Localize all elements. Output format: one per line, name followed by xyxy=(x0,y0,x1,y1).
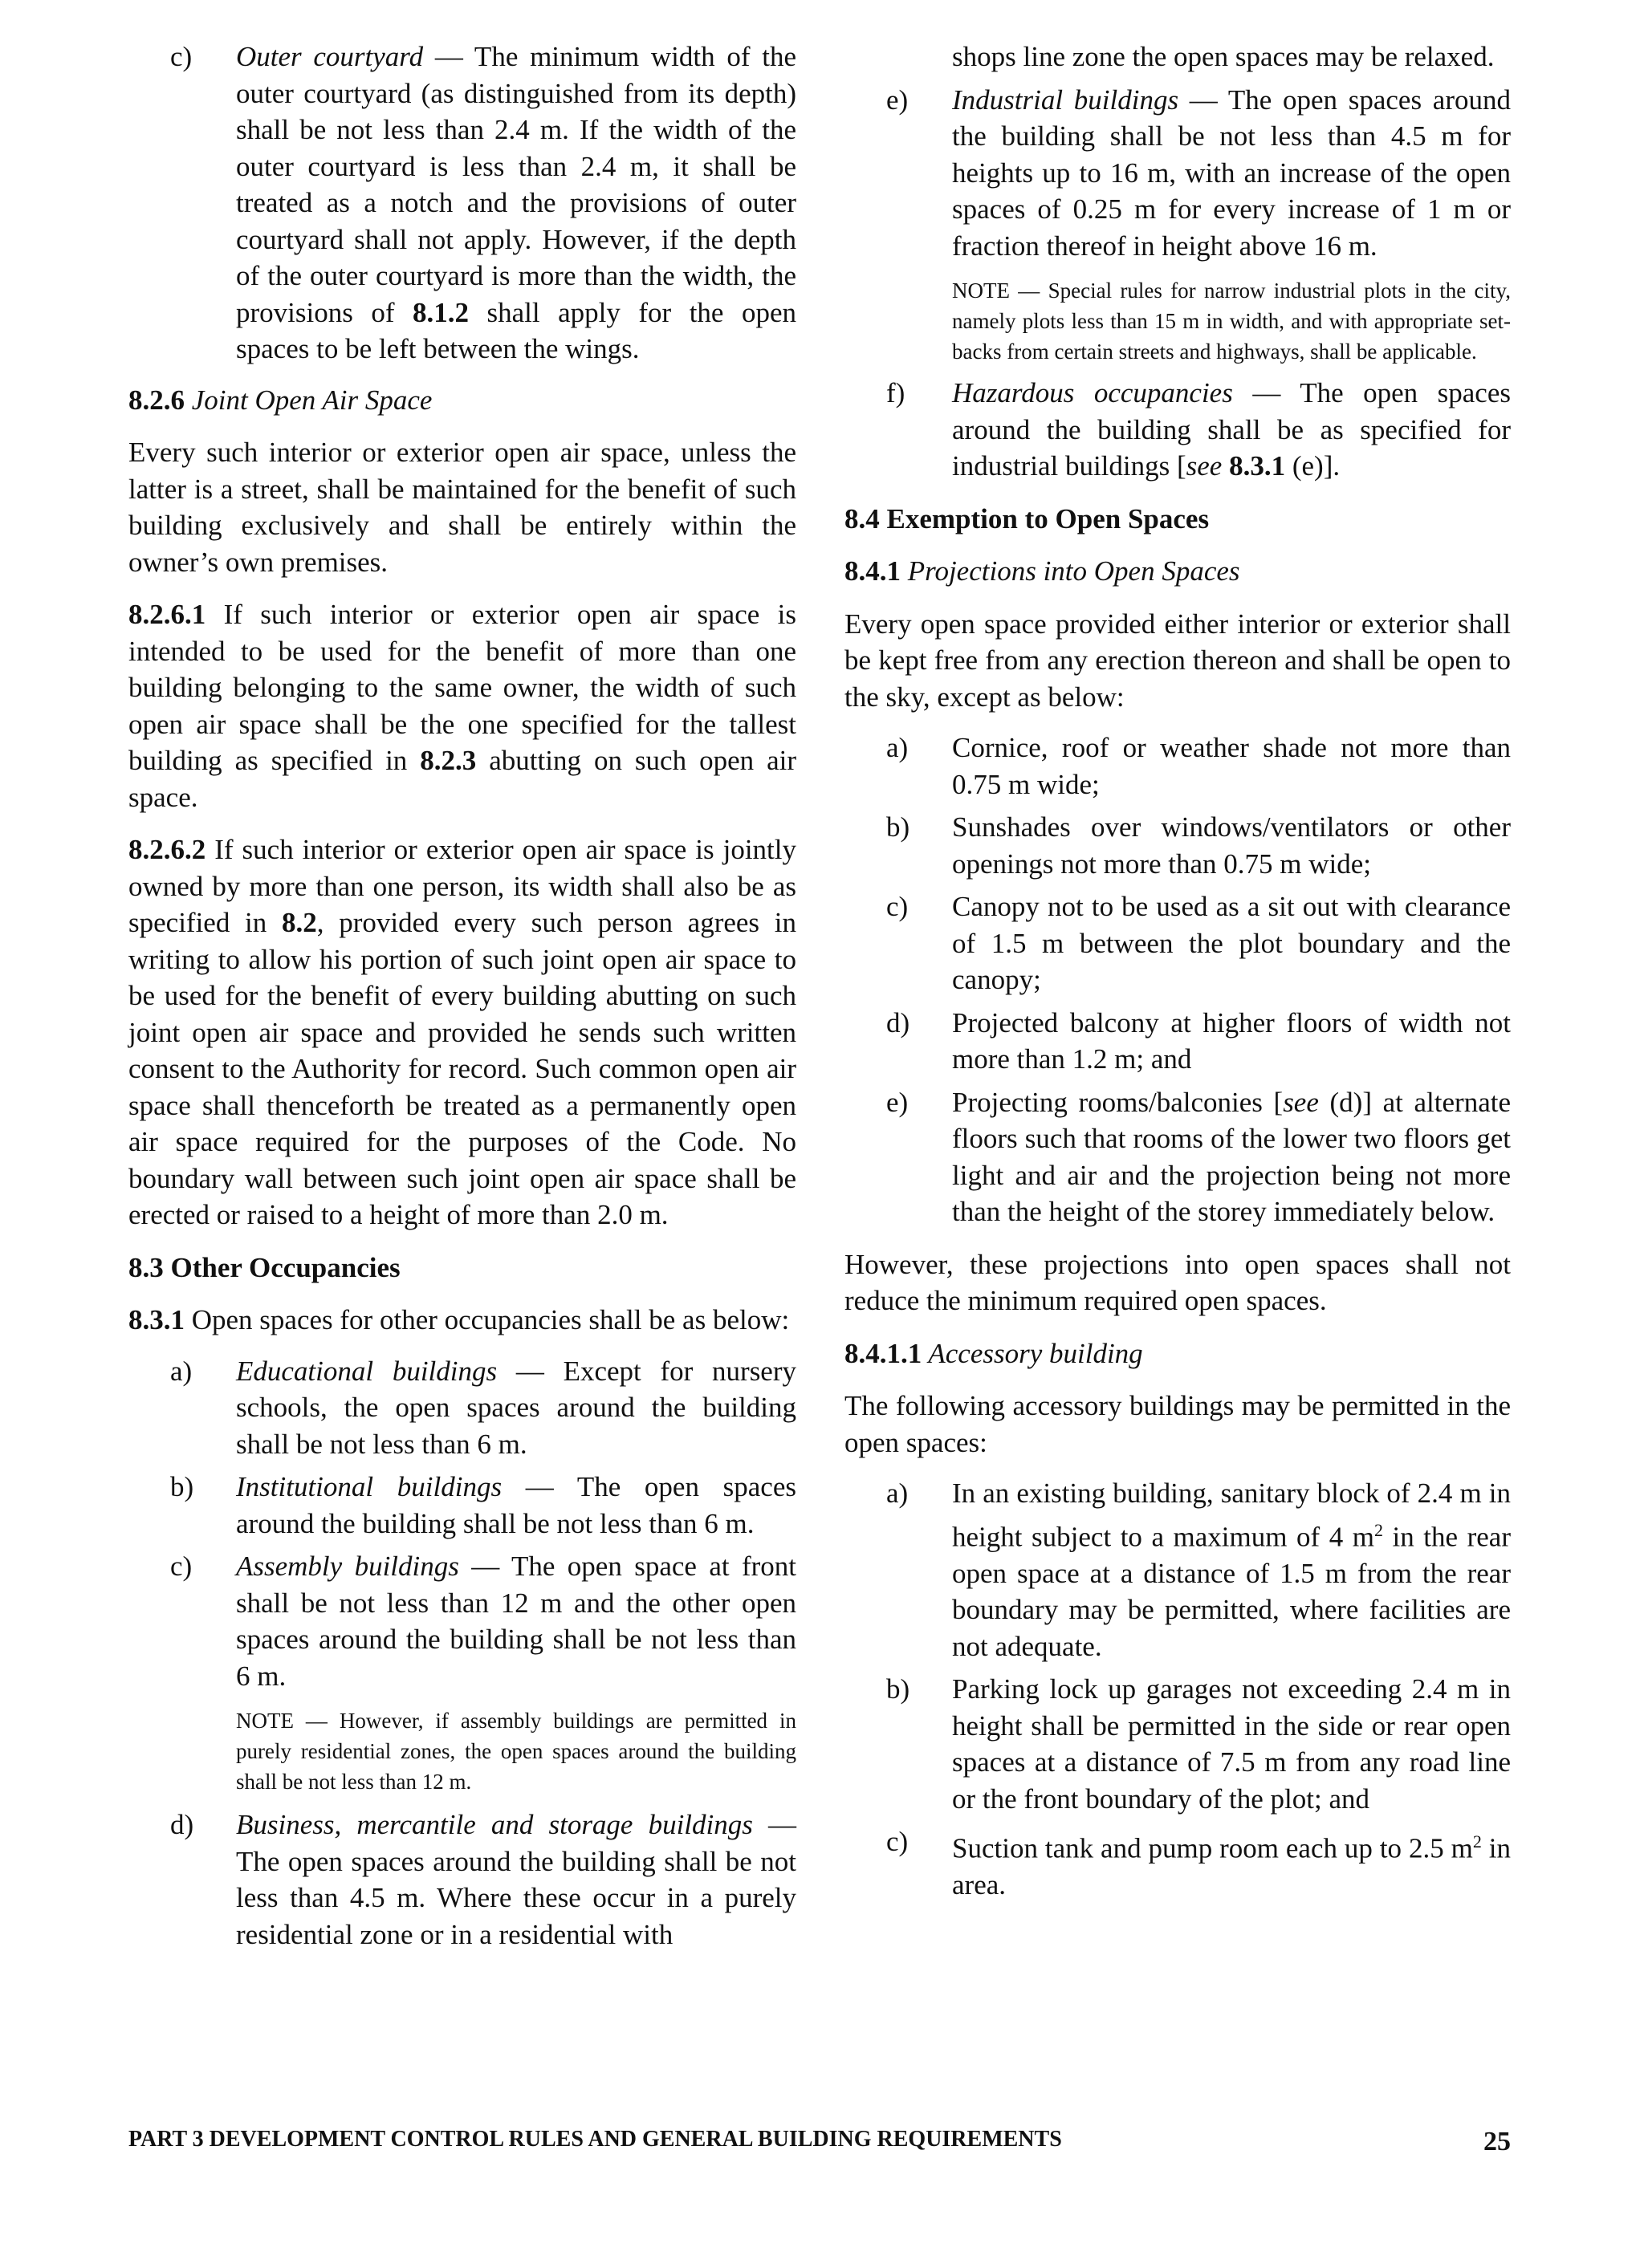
item-title: Industrial buildings xyxy=(952,83,1179,116)
list-item-suction-tank: c) Suction tank and pump room each up to 2.5 $m^2$ in area. xyxy=(844,1823,1511,1904)
list-item-hazardous: f) Hazardous occupancies — The open spaces around the building shall be as specified for industrial buildings [see 8.3.1 (e)]. xyxy=(844,375,1511,485)
cross-reference: 8.2 xyxy=(281,907,317,938)
list-item-industrial: e) Industrial buildings — The open spaces around the building shall be not less than 4.5 m for heights up to 16 m, with an increase of the open spaces of 0.25 m for every increase of 1 m or fraction thereof in height above 16 m. xyxy=(844,82,1511,265)
section-heading-8-4-1-1: 8.4.1.1 Accessory building xyxy=(844,1337,1143,1369)
list-label: a) xyxy=(170,1355,193,1387)
item-title: Business, mercantile and storage buildings xyxy=(236,1809,753,1840)
section-heading-8-4-1: 8.4.1 Projections into Open Spaces xyxy=(844,555,1240,587)
list-item-educational: a) Educational buildings — Except for nursery schools, the open spaces around the building shall be not less than 6 m. xyxy=(128,1353,796,1463)
list-label: b) xyxy=(170,1471,194,1502)
list-label: c) xyxy=(170,41,193,72)
list-item-canopy: c) Canopy not to be used as a sit out with clearance of 1.5 m between the plot boundary and the canopy; xyxy=(844,888,1511,998)
section-heading-8-3: 8.3 Other Occupancies xyxy=(128,1251,401,1283)
list-label: a) xyxy=(886,1477,909,1509)
list-label: c) xyxy=(886,1826,909,1858)
section-heading-8-2-6: 8.2.6 Joint Open Air Space xyxy=(128,384,433,416)
note-industrial: NOTE — Special rules for narrow industrial plots in the city, namely plots less than 15 m in width, and with appropriate set-backs from certain streets and highways, shall be applicable. xyxy=(952,278,1511,364)
continuation-text: shops line zone the open spaces may be relaxed. xyxy=(952,41,1495,72)
paragraph-however: However, these projections into open spaces shall not reduce the minimum required open spaces. xyxy=(844,1248,1511,1316)
list-item-assembly: c) Assembly buildings — The open space at front shall be not less than 12 m and the other open spaces around the building shall be not less than 6 m. xyxy=(128,1548,796,1694)
list-item-balcony: d) Projected balcony at higher floors of width not more than 1.2 m; and xyxy=(844,1005,1511,1078)
footer-title: PART 3 DEVELOPMENT CONTROL RULES AND GENERAL BUILDING REQUIREMENTS xyxy=(128,2127,1062,2152)
paragraph-8-2-6-1: 8.2.6.1 If such interior or exterior open air space is intended to be used for the benefit of more than one building belonging to the same owner, the width of such open air space shall be the one specified for the tallest building as specified in 8.2.3 abutting on such open air space. xyxy=(128,599,796,813)
list-label: e) xyxy=(886,1086,909,1118)
paragraph-accessory: The following accessory buildings may be permitted in the open spaces: xyxy=(844,1390,1511,1458)
list-label: b) xyxy=(886,1673,910,1705)
list-label: a) xyxy=(886,732,909,763)
item-title: Outer courtyard xyxy=(236,41,424,72)
list-item-sanitary-block: a) In an existing building, sanitary block of 2.4 m in height subject to a maximum of 4 $m^2$ in the rear open space at a distance of 1.5 m from the rear boundary may be permitted, where facilities are not adequate. xyxy=(844,1475,1511,1664)
section-heading-8-4: 8.4 Exemption to Open Spaces xyxy=(844,502,1210,534)
list-label: c) xyxy=(170,1551,193,1582)
item-title: Institutional buildings xyxy=(236,1471,503,1502)
item-title: Hazardous occupancies xyxy=(952,377,1233,408)
list-item-business: d) Business, mercantile and storage buildings — The open spaces around the building shall be not less than 4.5 m. Where these occur in a purely residential zone or in a residential with xyxy=(128,1807,796,1953)
cross-reference: 8.3.1 xyxy=(1222,450,1286,482)
paragraph-8-2-6-2: 8.2.6.2 If such interior or exterior open air space is jointly owned by more than one person, its width shall also be as specified in 8.2, provided every such person agrees in writing to allow his portion of such joint open air space to be used for the benefit of every building abutting on such joint open air space and provided he sends such written consent to the Authority for record. Such common open air space shall thenceforth be treated as a permanently open air space required for the purposes of the Code. No boundary wall between such joint open air space shall be erected or raised to a height of more than 2.0 m. xyxy=(128,834,796,1230)
item-title: Educational buildings xyxy=(236,1355,498,1387)
list-item-garages: b) Parking lock up garages not exceeding 2.4 m in height shall be permitted in the side or rear open spaces at a distance of 7.5 m from any road line or the front boundary of the plot; and xyxy=(844,1671,1511,1817)
right-column xyxy=(844,39,1511,1904)
list-label: e) xyxy=(886,83,909,116)
page-footer xyxy=(128,2127,1511,2157)
item-title: Assembly buildings xyxy=(236,1551,459,1582)
paragraph-projections: Every open space provided either interior or exterior shall be kept free from any erection thereon and shall be open to the sky, except as below: xyxy=(844,608,1511,713)
list-item-outer-courtyard: c) Outer courtyard — The minimum width of the outer courtyard (as distinguished from its depth) shall be not less than 2.4 m. If the width of the outer courtyard is less than 2.4 m, it shall be treated as a notch and the provisions of outer courtyard shall not apply. However, if the depth of the outer courtyard is more than the width, the provisions of 8.1.2 shall apply for the open spaces to be left between the wings. xyxy=(128,39,796,368)
list-item-projecting-rooms: e) Projecting rooms/balconies [see (d)] at alternate floors such that rooms of the lower two floors get light and air and the projection being not more than the height of the storey immediately below. xyxy=(844,1084,1511,1230)
cross-reference: 8.2.3 xyxy=(420,745,477,776)
list-label: f) xyxy=(886,377,905,408)
list-label: d) xyxy=(170,1809,194,1840)
list-label: b) xyxy=(886,811,910,843)
left-column xyxy=(128,39,796,1953)
list-item-sunshades: b) Sunshades over windows/ventilators or other openings not more than 0.75 m wide; xyxy=(844,809,1511,882)
cross-reference: 8.1.2 xyxy=(413,296,470,328)
note-assembly: NOTE — However, if assembly buildings are permitted in purely residential zones, the open spaces around the building shall be not less than 12 m. xyxy=(236,1709,796,1794)
list-label: d) xyxy=(886,1006,910,1038)
list-item-institutional: b) Institutional buildings — The open spaces around the building shall be not less than 6 m. xyxy=(128,1469,796,1542)
page-number: 25 xyxy=(1483,2127,1511,2156)
paragraph-8-3-1: 8.3.1 Open spaces for other occupancies shall be as below: xyxy=(128,1304,790,1335)
list-item-cornice: a) Cornice, roof or weather shade not more than 0.75 m wide; xyxy=(844,730,1511,803)
list-label: c) xyxy=(886,891,909,922)
paragraph-joint-open-air-space: Every such interior or exterior open air space, unless the latter is a street, shall be maintained for the benefit of such building exclusively and shall be entirely within the owner’s own premises. xyxy=(128,437,796,578)
